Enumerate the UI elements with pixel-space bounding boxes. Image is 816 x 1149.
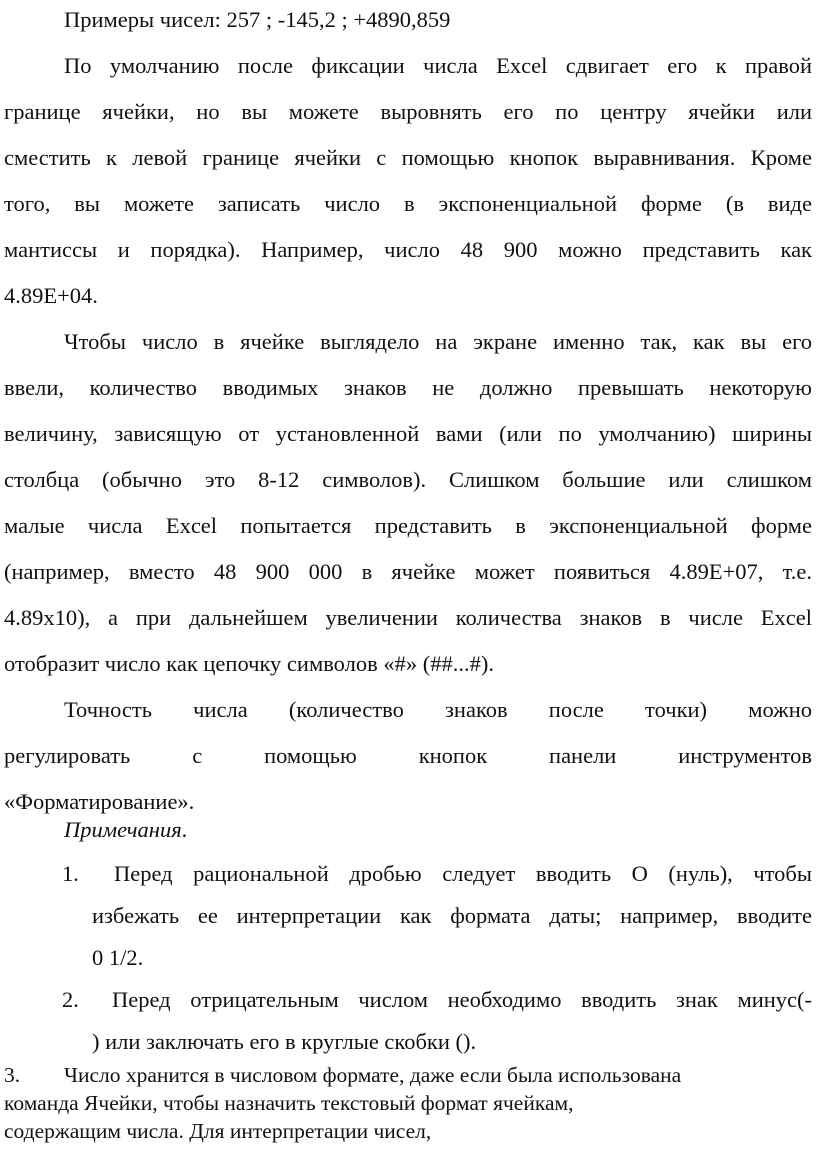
para1-line-6: 4.89E+04. xyxy=(4,283,98,308)
note2-number: 2. xyxy=(62,987,79,1012)
para1-line-2: границе ячейки, но вы можете выровнять его по центру ячейки или xyxy=(4,99,812,124)
notes-heading-period: . xyxy=(181,817,188,842)
note1-line-3: 0 1/2. xyxy=(92,945,144,970)
note1-line-2: избежать ее интерпретации как формата даты; например, вводите xyxy=(92,903,812,928)
para2-line-1: Чтобы число в ячейке выглядело на экране именно так, как вы его xyxy=(64,329,812,354)
note2-line-2: ) или заключать его в круглые скобки (). xyxy=(92,1029,477,1054)
note3-line-2: команда Ячейки, чтобы назначить текстовый формат ячейкам, xyxy=(4,1091,574,1115)
para2-line-4: столбца (обычно это 8-12 символов). Слишком большие или слишком xyxy=(4,467,812,492)
para1-line-5: мантиссы и порядка). Например, число 48 900 можно представить как xyxy=(4,237,812,262)
examples-line: Примеры чисел: 257 ; -145,2 ; +4890,859 xyxy=(64,7,451,32)
note1-line-1: Перед рациональной дробью следует вводить О (нуль), чтобы xyxy=(114,861,812,886)
note1-number: 1. xyxy=(62,861,79,886)
note3-number: 3. xyxy=(4,1063,21,1087)
para1-line-1: По умолчанию после фиксации числа Excel сдвигает его к правой xyxy=(64,53,812,78)
para2-line-8: отобразит число как цепочку символов «#» (##...#). xyxy=(4,651,494,676)
para2-line-3: величину, зависящую от установленной вами (или по умолчанию) ширины xyxy=(4,421,812,446)
para2-line-6: (например, вместо 48 900 000 в ячейке может появиться 4.89E+07, т.е. xyxy=(4,559,812,584)
note3-line-1: Число хранится в числовом формате, даже если была использована xyxy=(64,1063,682,1087)
para2-line-5: малые числа Excel попытается представить в экспоненциальной форме xyxy=(4,513,812,538)
note3-line-3: содержащим числа. Для интерпретации чисел, xyxy=(4,1119,432,1143)
para3-line-3: «Форматирование». xyxy=(4,789,195,814)
para1-line-3: сместить к левой границе ячейки с помощью кнопок выравнивания. Кроме xyxy=(4,145,812,170)
para2-line-7: 4.89x10), а при дальнейшем увеличении количества знаков в числе Excel xyxy=(4,605,812,630)
para3-line-1: Точность числа (количество знаков после точки) можно xyxy=(64,697,812,722)
note2-line-1: Перед отрицательным числом необходимо вводить знак минус(- xyxy=(112,987,812,1012)
notes-heading-text: Примечания xyxy=(64,817,182,842)
para1-line-4: того, вы можете записать число в экспоненциальной форме (в виде xyxy=(4,191,812,216)
para3-line-2: регулировать с помощью кнопок панели инструментов xyxy=(4,743,812,768)
para2-line-2: ввели, количество вводимых знаков не должно превышать некоторую xyxy=(4,375,812,400)
notes-heading xyxy=(64,815,187,845)
